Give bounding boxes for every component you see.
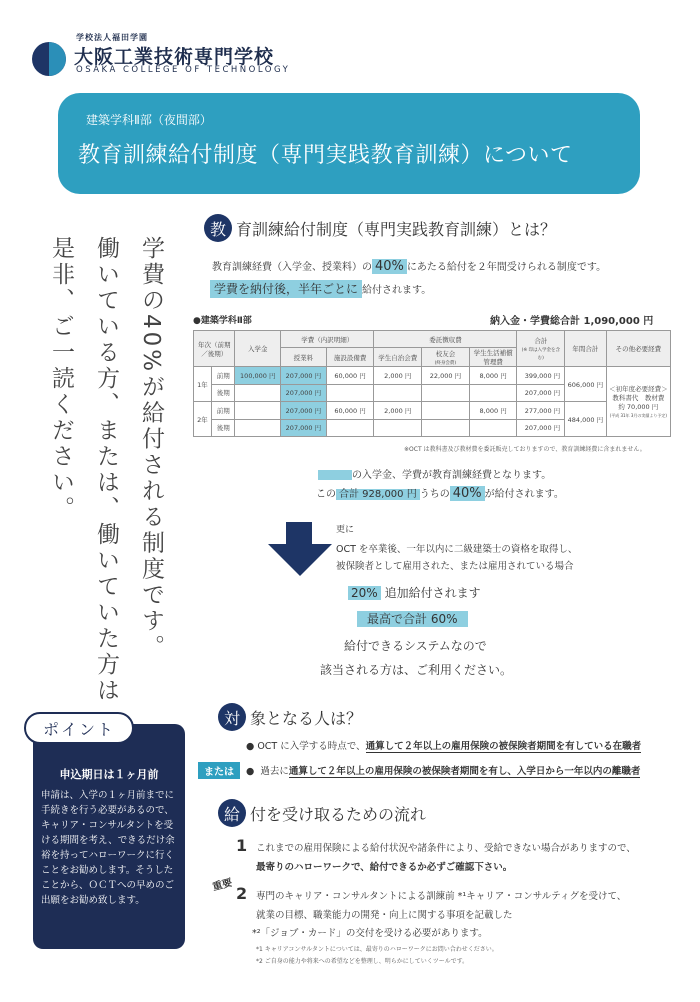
cell-assoc: 2,000 円: [374, 367, 422, 385]
cell-insurance: 8,000 円: [469, 367, 517, 385]
cell-alumni: 22,000 円: [422, 367, 470, 385]
page-title: 教育訓練給付制度（専門実践教育訓練）について: [78, 143, 573, 168]
further-sys2: 該当される方は、ご利用ください。: [320, 663, 513, 677]
school-corp: 学校法人福田学園: [76, 33, 148, 42]
cell-facility: 60,000 円: [326, 402, 374, 420]
cell-annual-y1: 606,000 円: [565, 367, 606, 402]
cell-assoc: [374, 384, 422, 402]
cell-subtotal: 207,000 円: [517, 419, 565, 437]
cell-insurance: 8,000 円: [469, 402, 517, 420]
cell-entry: [235, 419, 281, 437]
step-2-number: 2: [236, 884, 248, 903]
cell-facility: [326, 384, 374, 402]
th-tuition: 授業料: [281, 348, 327, 367]
th-facility: 施設設備費: [326, 348, 374, 367]
step-2-line-2: 就業の目標、職業能力の開発・向上に関する事項を記載した: [256, 910, 513, 921]
school-logo: [32, 42, 66, 76]
cell-assoc: [374, 419, 422, 437]
section-heading: 付を受け取るための流れ: [250, 804, 427, 824]
cell-entry: [235, 402, 281, 420]
step-1-line-1: これまでの雇用保険による給付状況や諸条件により、受給できない場合がありますので、: [256, 843, 636, 854]
cell-entry: [235, 384, 281, 402]
th-commission-group: 委託徴収費: [374, 331, 517, 348]
cell-subtotal: 399,000 円: [517, 367, 565, 385]
further-sys1: 給付できるシステムなので: [344, 639, 487, 653]
th-insurance: 学生生活補償管理費: [469, 348, 517, 367]
th-annual: 年間合計: [565, 331, 606, 367]
middle-line-2: この 合計 928,000 円 うちの 40% が給付されます。: [316, 486, 564, 501]
or-tag: または: [198, 762, 240, 779]
cell-entry: 100,000 円: [235, 367, 281, 385]
dept-label: ●建築学科Ⅱ部: [193, 316, 252, 326]
cell-alumni: [422, 419, 470, 437]
further-max: 最高で合計 60%: [357, 610, 468, 627]
step-2-line-1: 専門のキャリア・コンサルタントによる訓練前 *¹キャリア・コンサルティグを受けて、: [256, 891, 627, 902]
section-flow: [218, 799, 426, 827]
cell-tuition: 207,000 円: [281, 402, 327, 420]
row-year: 1年 前期 後期: [194, 367, 235, 402]
footnote-1: *1 キャリアコンサルタントについては、最寄りのハローワークにお問い合わせください。: [256, 946, 498, 953]
fee-table: [193, 330, 671, 437]
eligibility-2: ● 過去に通算して２年以上の雇用保険の被保険者期間を有し、入学日から一年以内の離職者: [246, 766, 641, 777]
section-heading: 育訓練給付制度（専門実践教育訓練）とは？: [236, 219, 557, 239]
pct-40-highlight: 40%: [372, 259, 407, 274]
footnote-2: *2 ご自身の能力や将来への希望などを整理し、明らかにしていくツールです。: [256, 958, 469, 965]
further-l2: OCT を卒業後、一年以内に二級建築士の資格を取得し、: [336, 544, 578, 555]
further-l3: 被保険者として雇用された、または雇用されている場合: [336, 561, 574, 572]
point-body: 申請は、入学の１ヶ月前までに手続きを行う必要があるので、キャリア・コンサルタントを受ける期間を考え、できるだけ余裕を持ってハローワークに行くことをお勧めします。そうしたことから、ＯＣＴへの早めのご出願をお勧め致します。: [41, 790, 175, 906]
section-icon: 対: [218, 703, 246, 731]
swatch: [318, 470, 352, 480]
cell-alumni: [422, 402, 470, 420]
cell-annual-y2: 484,000 円: [565, 402, 606, 437]
row-year: 2年 前期 後期: [194, 402, 235, 437]
section-icon: 教: [204, 214, 232, 242]
cell-subtotal: 277,000 円: [517, 402, 565, 420]
eligibility-1: ● OCT に入学する時点で、通算して２年以上の雇用保険の被保険者期間を有している在職者: [246, 741, 642, 752]
section-eligibility: [218, 703, 362, 731]
cell-subtotal: 207,000 円: [517, 384, 565, 402]
intro-line-2: 学費を納付後，半年ごとに 給付されます。: [210, 280, 431, 297]
cell-tuition: 207,000 円: [281, 384, 327, 402]
section-heading: 象となる人は？: [250, 708, 363, 728]
section-icon: 給: [218, 799, 246, 827]
th-other: その他必要経費: [606, 331, 670, 367]
school-name: 大阪工業技術専門学校: [74, 46, 275, 68]
cell-assoc: 2,000 円: [374, 402, 422, 420]
cell-tuition: 207,000 円: [281, 419, 327, 437]
section-what-is: [204, 214, 556, 242]
cell-tuition: 207,000 円: [281, 367, 327, 385]
step-2-line-3: *²「ジョブ・カード」の交付を受ける必要があります。: [252, 928, 488, 939]
arrow-down-icon: [286, 522, 312, 544]
semiannual-highlight: 学費を納付後，半年ごとに: [210, 280, 362, 298]
th-entry: 入学金: [235, 331, 281, 367]
middle-line-1: の入学金、学費が教育訓練経費となります。: [318, 466, 551, 481]
cell-insurance: [469, 419, 517, 437]
point-label: ポイント: [24, 712, 134, 744]
banner-subtitle: 建築学科Ⅱ部（夜間部）: [86, 113, 212, 127]
cell-other: ＜初年度必要経費＞ 教科書代 教材費 約 70,000 円 (平成 31年 3月の実績より予定): [606, 367, 670, 437]
vertical-col-3: 是非、ご一読ください。: [48, 236, 74, 522]
table-row: [194, 367, 671, 385]
th-year: 年次（前期／後期）: [194, 331, 235, 367]
cell-insurance: [469, 384, 517, 402]
point-heading: 申込期日は１ヶ月前: [59, 768, 159, 781]
table-note: ※OCT は教科書及び教材費を委託販売しておりますので、教育訓練経費に含まれません。: [404, 446, 646, 453]
th-alumni: 校友会 (終身会費): [422, 348, 470, 367]
cell-facility: [326, 419, 374, 437]
cell-facility: 60,000 円: [326, 367, 374, 385]
th-student-assoc: 学生自治会費: [374, 348, 422, 367]
step-1-number: 1: [236, 836, 248, 855]
further-l1: 更に: [336, 525, 355, 535]
th-tuition-group: 学費（内訳明細）: [281, 331, 374, 348]
total-label: 納入金・学費総合計 1,090,000 円: [490, 316, 654, 327]
school-name-en: OSAKA COLLEGE OF TECHNOLOGY: [76, 65, 291, 75]
intro-line-1: 教育訓練経費（入学金、授業料）の 40% にあたる給付を２年間受けられる制度です。: [212, 259, 607, 274]
table-row: [194, 402, 671, 420]
cell-alumni: [422, 384, 470, 402]
step-1-line-2: 最寄りのハローワークで、給付できるか必ずご確認下さい。: [256, 862, 513, 873]
vertical-col-2: 働いている方、または、働いていた方は: [93, 236, 119, 704]
th-subtotal: 合計 (※ 印は入学金を含む): [517, 331, 565, 367]
further-pct: 20% 追加給付されます: [348, 584, 481, 601]
arrow-down-head: [268, 544, 332, 576]
vertical-col-1: 学費の40%が給付される制度です。: [138, 236, 164, 661]
important-mark: 重要: [211, 877, 234, 894]
